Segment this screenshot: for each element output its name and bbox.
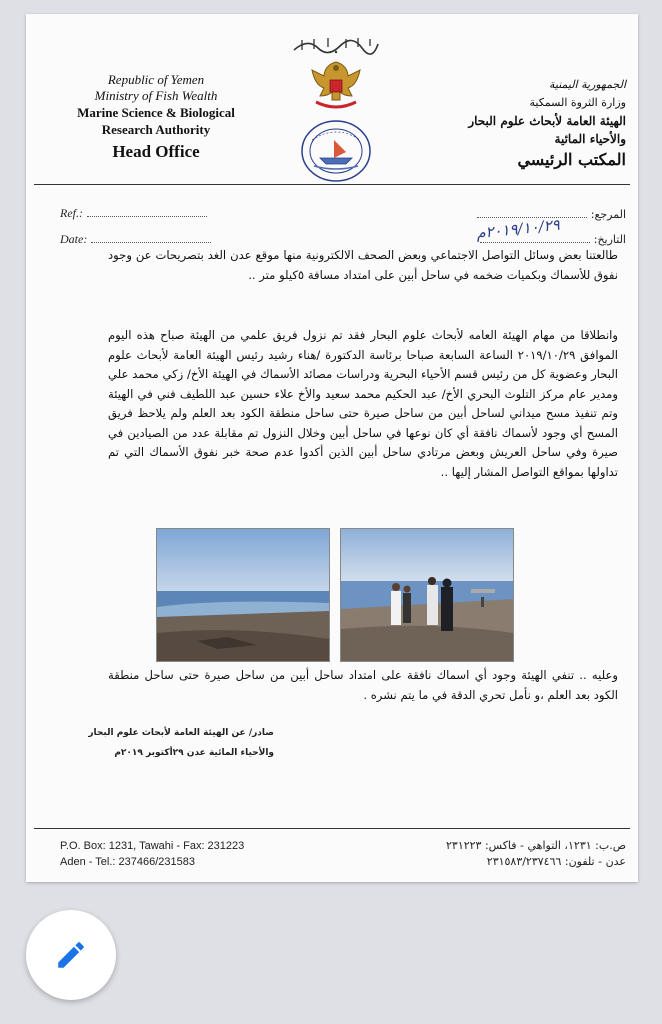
date-dotted-line [91,233,211,243]
ref-label-ar: المرجع: [590,208,626,221]
footer-divider [34,828,630,829]
body-paragraph-3: وعليه .. تنفي الهيئة وجود أي اسماك نافقة على امتداد ساحل أبين من ساحل صيرة حتى ساحل منطقة الكود بعد العلم ،و نأمل تحري الدقة في ما يتم نشره . [108,668,618,702]
date-field [60,232,211,247]
footer-english [60,838,244,870]
footer-en-tel: Aden - Tel.: 237466/231583 [60,856,195,868]
header-en-republic: Republic of Yemen [107,72,205,87]
header-en-office: Head Office [112,142,200,161]
signature-line-1: صادر/ عن الهيئة العامة لأبحاث علوم البحار [88,728,274,738]
emblem-seal [288,34,384,184]
header-divider [34,184,630,185]
header-english [66,72,246,162]
beach-photo-left [156,528,330,662]
footer-en-pobox: P.O. Box: 1231, Tawahi - Fax: 231223 [60,840,245,852]
date-label: Date: [60,232,88,246]
header-ar-authority-1: الهيئة العامة لأبحاث علوم البحار [468,114,626,128]
header-en-ministry: Ministry of Fish Wealth [94,88,218,103]
edit-fab-button[interactable] [26,910,116,1000]
pencil-edit-icon [54,938,88,972]
authority-round-stamp-icon [298,118,374,184]
date-label-ar: التاريخ: [593,233,626,246]
footer-arabic [386,838,626,870]
body-paragraph-1: طالعتنا بعض وسائل التواصل الاجتماعي وبعض الصحف الالكترونية منها موقع عدن الغد بتصريحات عن وجود نفوق للأسماك وبكميات ضخمه في ساحل أبين على امتداد مسافة ٥كيلو متر .. [108,248,618,282]
eagle-emblem-icon [306,56,366,114]
ref-label: Ref.: [60,206,83,220]
header-en-authority-2: Research Authority [101,122,211,137]
header-en-authority-1: Marine Science & Biological [77,105,235,120]
footer-ar-tel: عدن - تلفون: ٢٣١٥٨٣/٢٣٧٤٦٦ [486,855,626,868]
ref-dotted-line-ar [477,208,587,218]
ref-dotted-line [87,207,207,217]
handwritten-date: ٢٠١٩/١٠/٢٩م [475,215,561,243]
header-ar-republic: الجمهورية اليمنية [548,78,626,91]
footer-ar-pobox: ص.ب: ١٢٣١، التواهي - فاكس: ٢٣١٢٢٣ [446,839,626,852]
body-paragraph-2: وانطلاقا من مهام الهيئة العامه لأبحاث علوم البحار فقد تم نزول فريق علمي من الهيئة صباح هذه اليوم الموافق ٢٠١٩/١٠/٢٩ الساعة السابعة صباحا برئاسة الدكتورة /هناء رشيد رئيس الهيئة العامة لأبحاث علوم البحار وعضوية كل من رئيس قسم الأحياء البحرية ودراسات مصائد الأسماك في الهيئة الأخ/ زكي محمد علي ومدير عام مركز التلوث البحري الأخ/ عبد الحكيم محمد سعيد والأخ علاء حسين عبد اللطيف فني في الهيئة وتم تنفيذ مسح ميداني لساحل أبين من ساحل صيرة حتى ساحل منطقة الكود بعد العلم ولم يلاحظ فريق المسح أي وجود لأسماك نافقة أي كان نوعها في ساحل أبين وخلال النزول تم مقابلة عدد من الصيادين في صيرة وفي ساحل العريش وبعض مرتادي ساحل أبين الذين أكدوا عدم صحة خبر نفوق الأسماك التي تم تداولها بمواقع التواصل المشار إليها .. [108,328,618,479]
header-ar-authority-2: والأحياء المائية [554,132,626,146]
document-page [26,14,638,882]
header-ar-ministry: وزارة الثروة السمكية [529,96,626,109]
header-arabic [446,76,626,169]
beach-photo-right [340,528,514,662]
ref-field [60,206,207,221]
signature-line-2: والأحياء المائية عدن ٢٩أكتوبر ٢٠١٩م [114,748,274,758]
header-ar-office: المكتب الرئيسي [517,150,626,169]
